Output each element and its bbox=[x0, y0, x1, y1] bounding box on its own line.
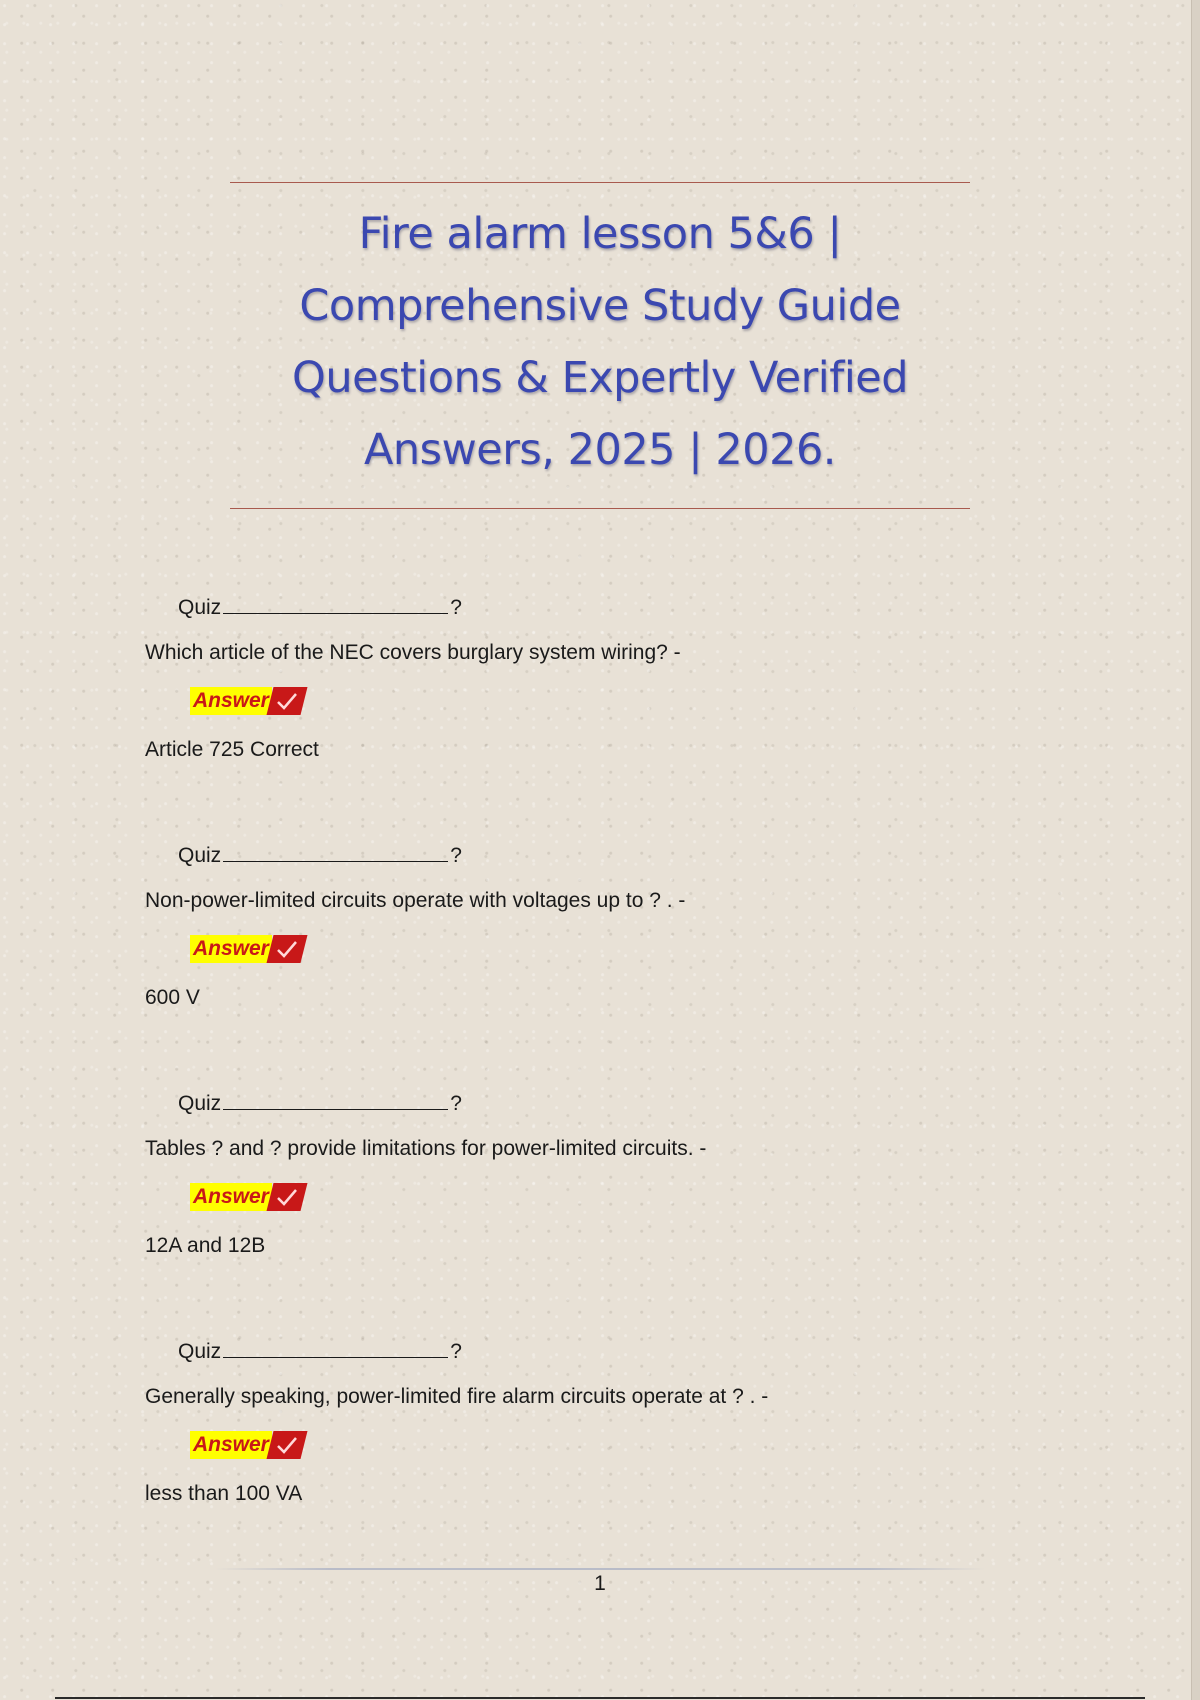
quiz-mark: ? bbox=[450, 1340, 462, 1363]
quiz-label: Quiz bbox=[178, 844, 222, 867]
answer-label: Answer bbox=[190, 935, 272, 963]
title-line: Questions & Expertly Verified bbox=[291, 353, 909, 403]
question-text: Non-power-limited circuits operate with voltages up to ? . - bbox=[145, 889, 686, 912]
quiz-line bbox=[178, 1339, 462, 1364]
answer-label: Answer bbox=[190, 687, 272, 715]
answer-text: 600 V bbox=[145, 986, 200, 1009]
page-edge bbox=[1191, 0, 1200, 1700]
quiz-blank bbox=[223, 1091, 448, 1110]
quiz-blank bbox=[223, 1339, 448, 1358]
question-text: Which article of the NEC covers burglary system wiring? - bbox=[145, 641, 681, 664]
quiz-blank bbox=[223, 843, 448, 862]
quiz-line bbox=[178, 595, 462, 620]
page-number: 1 bbox=[594, 1572, 606, 1595]
answer-text: 12A and 12B bbox=[145, 1234, 266, 1257]
answer-tag bbox=[190, 1431, 304, 1459]
quiz-label: Quiz bbox=[178, 596, 222, 619]
quiz-mark: ? bbox=[450, 844, 462, 867]
answer-text: less than 100 VA bbox=[145, 1482, 303, 1505]
footer-rule bbox=[215, 1568, 985, 1570]
quiz-label: Quiz bbox=[178, 1340, 222, 1363]
title-top-rule bbox=[230, 182, 970, 183]
quiz-mark: ? bbox=[450, 596, 462, 619]
answer-tag bbox=[190, 1183, 304, 1211]
title-bottom-rule bbox=[230, 508, 970, 509]
bottom-rule bbox=[55, 1697, 1145, 1699]
title-line: Answers, 2025 | 2026. bbox=[364, 425, 836, 475]
title-line: Comprehensive Study Guide bbox=[299, 281, 901, 331]
document-title bbox=[230, 198, 970, 486]
answer-label: Answer bbox=[190, 1183, 272, 1211]
check-icon bbox=[266, 687, 307, 715]
answer-label: Answer bbox=[190, 1431, 272, 1459]
quiz-line bbox=[178, 843, 462, 868]
title-line: Fire alarm lesson 5&6 | bbox=[358, 209, 842, 259]
check-icon bbox=[266, 1183, 307, 1211]
quiz-mark: ? bbox=[450, 1092, 462, 1115]
quiz-blank bbox=[223, 595, 448, 614]
question-text: Generally speaking, power-limited fire alarm circuits operate at ? . - bbox=[145, 1385, 769, 1408]
check-icon bbox=[266, 1431, 307, 1459]
answer-tag bbox=[190, 935, 304, 963]
quiz-label: Quiz bbox=[178, 1092, 222, 1115]
answer-text: Article 725 Correct bbox=[145, 738, 319, 761]
answer-tag bbox=[190, 687, 304, 715]
quiz-line bbox=[178, 1091, 462, 1116]
question-text: Tables ? and ? provide limitations for power-limited circuits. - bbox=[145, 1137, 707, 1160]
check-icon bbox=[266, 935, 307, 963]
